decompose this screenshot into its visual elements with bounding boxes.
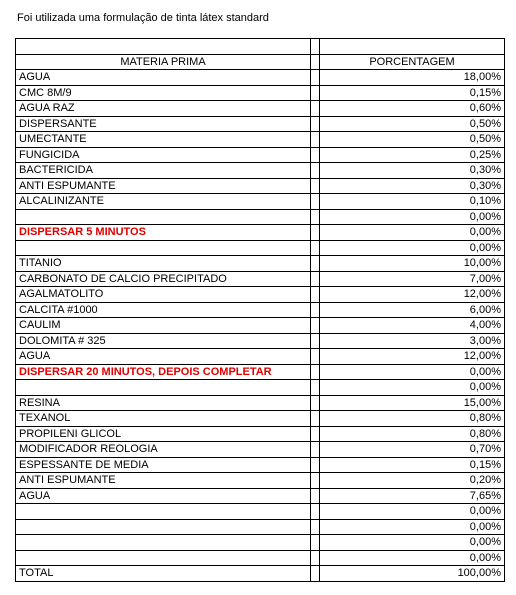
gap-cell [311, 550, 320, 566]
material-name-cell: ALCALINIZANTE [16, 194, 311, 210]
instruction-cell: DISPERSAR 20 MINUTOS, DEPOIS COMPLETAR [16, 364, 311, 380]
blank-cell [16, 39, 311, 55]
table-row [16, 364, 505, 380]
gap-cell [311, 442, 320, 458]
material-name-cell [16, 519, 311, 535]
gap-cell [311, 147, 320, 163]
material-name-cell: TEXANOL [16, 411, 311, 427]
percentage-cell: 0,50% [320, 132, 505, 148]
gap-cell [311, 101, 320, 117]
gap-cell [311, 519, 320, 535]
gap-cell [311, 457, 320, 473]
table-header-row [16, 54, 505, 70]
table-row [16, 240, 505, 256]
table-row [16, 426, 505, 442]
table-row [16, 178, 505, 194]
document-caption: Foi utilizada uma formulação de tinta látex standard [17, 12, 269, 24]
gap-cell [311, 333, 320, 349]
material-name-cell: RESINA [16, 395, 311, 411]
gap-cell [311, 116, 320, 132]
material-name-cell: CAULIM [16, 318, 311, 334]
table-row [16, 473, 505, 489]
gap-cell [311, 163, 320, 179]
material-name-cell: ANTI ESPUMANTE [16, 473, 311, 489]
material-name-cell: BACTERICIDA [16, 163, 311, 179]
gap-cell [311, 256, 320, 272]
percentage-cell: 0,80% [320, 411, 505, 427]
gap-cell [311, 240, 320, 256]
percentage-cell: 0,00% [320, 240, 505, 256]
gap-cell [311, 364, 320, 380]
blank-top-row [16, 39, 505, 55]
percentage-cell: 10,00% [320, 256, 505, 272]
percentage-cell: 0,00% [320, 380, 505, 396]
table-row [16, 318, 505, 334]
table-row [16, 442, 505, 458]
gap-cell [311, 194, 320, 210]
table-row [16, 287, 505, 303]
formulation-table-body [16, 39, 505, 582]
material-name-cell: AGALMATOLITO [16, 287, 311, 303]
gap-cell [311, 349, 320, 365]
table-row [16, 116, 505, 132]
percentage-cell: 18,00% [320, 70, 505, 86]
gap-cell [311, 380, 320, 396]
percentage-cell: 0,00% [320, 535, 505, 551]
percentage-cell: 12,00% [320, 349, 505, 365]
gap-cell [311, 287, 320, 303]
gap-cell [311, 271, 320, 287]
percentage-cell: 0,15% [320, 85, 505, 101]
gap-cell [311, 70, 320, 86]
material-name-cell: FUNGICIDA [16, 147, 311, 163]
percentage-cell: 7,00% [320, 271, 505, 287]
material-name-cell: DISPERSANTE [16, 116, 311, 132]
table-row [16, 225, 505, 241]
percentage-cell: 0,15% [320, 457, 505, 473]
percentage-cell: 0,30% [320, 178, 505, 194]
table-row [16, 380, 505, 396]
percentage-cell: 0,20% [320, 473, 505, 489]
gap-cell [311, 395, 320, 411]
table-row [16, 85, 505, 101]
material-name-cell: MODIFICADOR REOLOGIA [16, 442, 311, 458]
percentage-cell: 0,30% [320, 163, 505, 179]
table-row [16, 333, 505, 349]
percentage-cell: 0,00% [320, 225, 505, 241]
table-row [16, 550, 505, 566]
material-name-cell: PROPILENI GLICOL [16, 426, 311, 442]
gap-cell [311, 178, 320, 194]
material-name-cell: UMECTANTE [16, 132, 311, 148]
gap-cell [311, 566, 320, 582]
header-materia-prima: MATERIA PRIMA [16, 54, 311, 70]
material-name-cell: CARBONATO DE CALCIO PRECIPITADO [16, 271, 311, 287]
table-row [16, 101, 505, 117]
gap-cell [311, 488, 320, 504]
percentage-cell: 0,70% [320, 442, 505, 458]
material-name-cell: AGUA [16, 349, 311, 365]
table-row [16, 504, 505, 520]
percentage-cell: 0,10% [320, 194, 505, 210]
percentage-cell: 0,50% [320, 116, 505, 132]
gap-cell [311, 39, 320, 55]
material-name-cell: ESPESSANTE DE MEDIA [16, 457, 311, 473]
table-row [16, 395, 505, 411]
percentage-cell: 6,00% [320, 302, 505, 318]
header-porcentagem: PORCENTAGEM [320, 54, 505, 70]
percentage-cell: 3,00% [320, 333, 505, 349]
table-row [16, 566, 505, 582]
gap-cell [311, 302, 320, 318]
table-row [16, 535, 505, 551]
material-name-cell: ANTI ESPUMANTE [16, 178, 311, 194]
table-row [16, 132, 505, 148]
material-name-cell: CALCITA #1000 [16, 302, 311, 318]
table-row [16, 147, 505, 163]
material-name-cell: DOLOMITA # 325 [16, 333, 311, 349]
table-row [16, 302, 505, 318]
percentage-cell: 12,00% [320, 287, 505, 303]
material-name-cell: TOTAL [16, 566, 311, 582]
percentage-cell: 0,80% [320, 426, 505, 442]
instruction-cell: DISPERSAR 5 MINUTOS [16, 225, 311, 241]
table-row [16, 488, 505, 504]
material-name-cell: AGUA RAZ [16, 101, 311, 117]
material-name-cell: TITANIO [16, 256, 311, 272]
percentage-cell: 100,00% [320, 566, 505, 582]
blank-cell [320, 39, 505, 55]
table-row [16, 271, 505, 287]
percentage-cell: 0,00% [320, 504, 505, 520]
percentage-cell: 0,00% [320, 364, 505, 380]
gap-cell [311, 54, 320, 70]
gap-cell [311, 504, 320, 520]
table-row [16, 349, 505, 365]
table-row [16, 209, 505, 225]
material-name-cell: CMC 8M/9 [16, 85, 311, 101]
percentage-cell: 7,65% [320, 488, 505, 504]
material-name-cell [16, 209, 311, 225]
gap-cell [311, 535, 320, 551]
percentage-cell: 4,00% [320, 318, 505, 334]
material-name-cell [16, 240, 311, 256]
material-name-cell: AGUA [16, 488, 311, 504]
gap-cell [311, 411, 320, 427]
gap-cell [311, 209, 320, 225]
table-row [16, 194, 505, 210]
gap-cell [311, 132, 320, 148]
table-row [16, 70, 505, 86]
percentage-cell: 0,00% [320, 519, 505, 535]
gap-cell [311, 426, 320, 442]
table-row [16, 163, 505, 179]
material-name-cell [16, 550, 311, 566]
table-row [16, 519, 505, 535]
table-row [16, 411, 505, 427]
gap-cell [311, 225, 320, 241]
percentage-cell: 0,60% [320, 101, 505, 117]
material-name-cell [16, 504, 311, 520]
percentage-cell: 0,00% [320, 209, 505, 225]
material-name-cell [16, 380, 311, 396]
table-row [16, 457, 505, 473]
percentage-cell: 0,00% [320, 550, 505, 566]
gap-cell [311, 318, 320, 334]
material-name-cell [16, 535, 311, 551]
percentage-cell: 0,25% [320, 147, 505, 163]
gap-cell [311, 473, 320, 489]
material-name-cell: AGUA [16, 70, 311, 86]
table-row [16, 256, 505, 272]
formulation-table [15, 38, 505, 582]
gap-cell [311, 85, 320, 101]
percentage-cell: 15,00% [320, 395, 505, 411]
